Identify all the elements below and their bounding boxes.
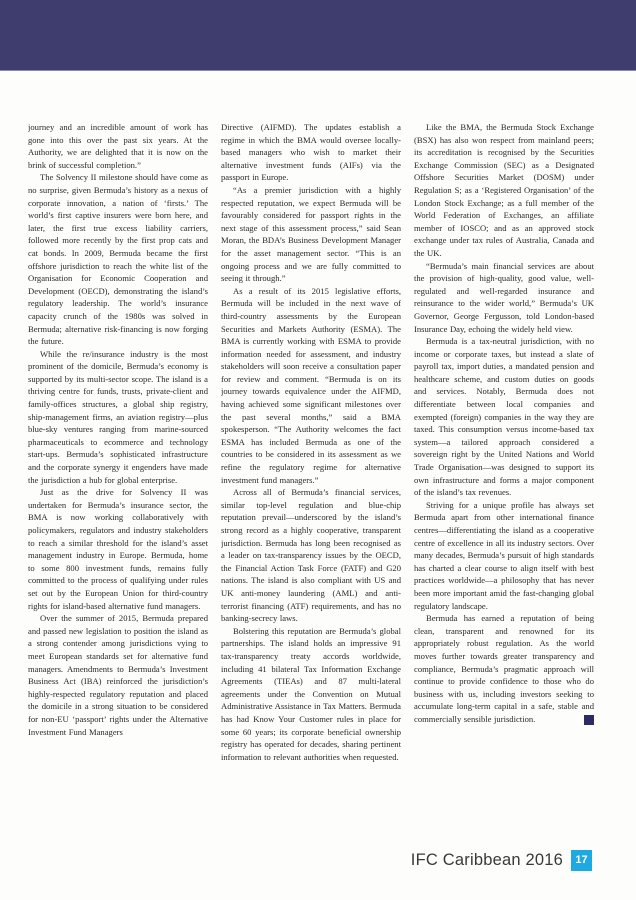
paragraph-text: Bermuda has earned a reputation of being clean, transparent and renowned for its appropriately robust regulation. As the world moves further towards greater transparency and compliance, Bermuda’s pragmatic approach will continue to provide confidence to those who do business with us, including investors seeking to accumulate long-term capital in a safe, stable and commercially sensible jurisdiction. (414, 613, 594, 724)
paragraph: As a result of its 2015 legislative efforts, Bermuda will be included in the next wave of third-country assessments by the European Securities and Markets Authority (ESMA). The BMA is currently working with ESMA to provide information needed for assessment, and industry stakeholders will soon receive a consultation paper for review and comment. “Bermuda is on its journey towards equivalence under the AIFMD, having achieved some significant milestones over the past several months,” said a BMA spokesperson. “The Authority welcomes the fact ESMA has included Bermuda as one of the countries to be considered in its assessment as we refine the regulatory regime for alternative investment fund managers.” (221, 285, 401, 485)
text-column-1 (28, 121, 208, 835)
end-of-article-icon (584, 715, 594, 725)
paragraph: Just as the drive for Solvency II was undertaken for Bermuda’s insurance sector, the BMA is now working collaboratively with policymakers, regulators and industry stakeholders to reach a similar threshold for the island’s asset management industry in Europe. Bermuda, home to some 800 investment funds, remains fully committed to the process of qualifying under rules set out by the European Union for third-country rights for island-based alternative fund managers. (28, 487, 208, 611)
paragraph: Directive (AIFMD). The updates establish a regime in which the BMA would oversee locally-based managers who wish to market their alternative investment funds (AIFs) via the passport in Europe. (221, 122, 401, 183)
paragraph: Across all of Bermuda’s financial services, similar top-level regulation and blue-chip reputation prevail—underscored by the island’s strong record as a highly cooperative, transparent jurisdiction. Bermuda has long been recognised as a leader on tax-transparency issues by the OECD, the Financial Action Task Force (FATF) and G20 nations. The island is also compliant with US and UK anti-money laundering (AML) and anti-terrorist financing (ATF) requirements, and has no banking-secrecy laws. (221, 487, 401, 624)
paragraph: Like the BMA, the Bermuda Stock Exchange (BSX) has also won respect from mainland peers; its accreditation is recognised by the Securities Exchange Commission (SEC) as a Designated Offshore Securities Market (DOSM) under Regulation S; as a ‘Registered Organisation’ of the London Stock Exchange; as a full member of the World Federation of Exchanges, an affiliate member of IOSCO; and as an approved stock exchange under tax rules of Australia, Canada and the UK. (414, 122, 594, 258)
paragraph: Bermuda is a tax-neutral jurisdiction, with no income or corporate taxes, but instead a slate of payroll tax, import duties, a mandated pension and healthcare scheme, and custom duties on goods and services. Notably, Bermuda does not differentiate between local companies and exempted (foreign) companies in the way they are taxed. This consumption versus income-based tax system—a tailored approach considered a sovereign right by the United Nations and World Trade Organisation—was designed to support its own infrastructure and forms a major component of the island’s tax revenues. (414, 336, 594, 498)
paragraph: “As a premier jurisdiction with a highly respected reputation, we expect Bermuda will be favourably considered for passport rights in the next stage of this assessment process,” said Sean Moran, the BDA’s Business Development Manager for the asset management sector. “This is an ongoing process and we are fully committed to seeing it through.” (221, 184, 401, 284)
page-number-badge: 17 (571, 850, 592, 871)
page-footer (411, 849, 592, 871)
publication-title: IFC Caribbean 2016 (410, 850, 563, 869)
article-body (28, 121, 594, 835)
paragraph: journey and an incredible amount of work has gone into this over the past six years. At the Authority, we are delighted that it is now on the brink of successful completion.” (28, 122, 208, 170)
paragraph: Over the summer of 2015, Bermuda prepared and passed new legislation to position the island as a strong contender among jurisdictions vying to meet European standards set for alternative fund managers. Amendments to Bermuda’s Investment Business Act (IBA) reinforced the jurisdiction’s highly-respected regulatory reputation and placed the domicile in a strong situation to be considered for non-EU ‘passport’ rights under the Alternative Investment Fund Managers (28, 613, 208, 737)
paragraph (414, 612, 594, 725)
text-column-2 (221, 121, 401, 835)
paragraph: While the re/insurance industry is the most prominent of the domicile, Bermuda’s economy is supported by its multi-sector scope. The island is a thriving centre for funds, trusts, private-client and family-offices structures, a global ship registry, ship-management firms, an aviation registry—plus blue-sky ventures ranging from marine-sourced pharmaceuticals to ecommerce and technology start-ups. Bermuda’s sophisticated infrastructure and the corporate synergy it engenders have made the jurisdiction a hub for global enterprise. (28, 348, 208, 485)
header-band (0, 0, 636, 71)
paragraph: The Solvency II milestone should have come as no surprise, given Bermuda’s history as a nexus of corporate innovation, a nation of ‘firsts.’ The world’s first captive insurers were born here, and later, the first true excess liability carriers, followed more recently by the first prop cats and cat bonds. In 2009, Bermuda became the first offshore jurisdiction to reach the white list of the Organisation for Economic Cooperation and Development (OECD), demonstrating the island’s regulatory leadership. The world’s insurance capacity crunch of the 1980s was solved in Bermuda; alternative risk-financing is now forging the future. (28, 172, 208, 347)
paragraph: Bolstering this reputation are Bermuda’s global partnerships. The island holds an impressive 91 tax-transparency treaty accords worldwide, including 41 bilateral Tax Information Exchange Agreements (TIEAs) and 87 multi-lateral agreements under the Convention on Mutual Administrative Assistance in Tax Matters. Bermuda has had Know Your Customer rules in place for some 60 years; its corporate beneficial ownership registry has operated for decades, sharing pertinent information to relevant authorities when requested. (221, 625, 401, 762)
text-column-3 (414, 121, 594, 835)
paragraph: Striving for a unique profile has always set Bermuda apart from other international finance centres—differentiating the island as a cooperative centre of excellence in all its industry sectors. Over many decades, Bermuda’s pursuit of high standards has charted a clear course to align itself with best practices worldwide—a philosophy that has never been more important amid the fast-changing global regulatory landscape. (414, 499, 594, 611)
paragraph: “Bermuda’s main financial services are about the provision of high-quality, good value, well-regulated and well-regarded insurance and reinsurance to the wider world,” Bermuda’s UK Governor, George Fergusson, told London-based Insurance Day, echoing the widely held view. (414, 260, 594, 334)
